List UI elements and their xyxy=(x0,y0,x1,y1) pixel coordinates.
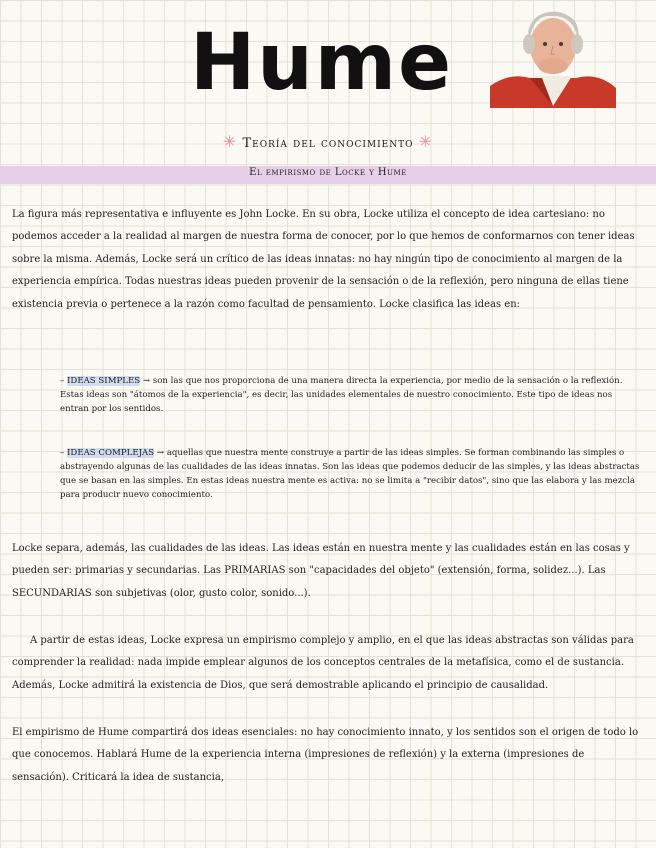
paragraph-locke-empiricism: A partir de estas ideas, Locke expresa un empirismo complejo y amplio, en el que las ideas abstractas son válidas para comprender la realidad: nada impide emplear algunos de los conceptos centrales de la metafísica, como el de sustancia. Además, Locke admitirá la existencia de Dios, que será demostrable aplicando el principio de causalidad. xyxy=(12,635,634,691)
hume-portrait-image xyxy=(490,8,616,108)
section-subtitle xyxy=(0,132,656,151)
complex-ideas-label: IDEAS COMPLEJAS xyxy=(67,448,155,458)
simple-ideas-text: son las que nos proporciona de una manera directa la experiencia, por medio de la sensación o la reflexión. Estas ideas son "átomos de la experiencia", es decir, las unidades elementales de nuestro conocimiento. Este tipo de ideas nos entran por los sentidos. xyxy=(60,376,623,414)
paragraph-locke-intro: La figura más representativa e influyente es John Locke. En su obra, Locke utiliza el concepto de idea cartesiano: no podemos acceder a la realidad al margen de nuestra forma de conocer, por lo que hemos de conformarnos con tener ideas sobre la misma. Además, Locke será un crítico de las ideas innatas: no hay ningún tipo de conocimiento al margen de la experiencia empírica. Todas nuestras ideas pueden provenir de la sensación o de la reflexión, pero ninguna de ellas tiene existencia previa o pertenece a la razón como facultad de pensamiento. Locke clasifica las ideas en: xyxy=(12,209,635,310)
list-item-simple-ideas: – IDEAS SIMPLES → son las que nos proporciona de una manera directa la experiencia, por medio de la sensación o la reflexión. Estas ideas son "átomos de la experiencia", es decir, las unidades elementales de nuestro conocimiento. Este tipo de ideas nos entran por los sentidos. xyxy=(60,376,623,414)
simple-ideas-label: IDEAS SIMPLES xyxy=(67,376,141,386)
list-item-complex-ideas: – IDEAS COMPLEJAS → aquellas que nuestra mente construye a partir de las ideas simples. Se forman combinando las simples o abstrayendo algunas de las cualidades de las ideas innatas. Son las ideas que podemos deducir de las simples, y las ideas abstractas que se basan en las simples. En estas ideas nuestra mente es activa: no se limita a "recibir datos", sino que las elabora y las mezcla para producir nuevo conocimiento. xyxy=(60,448,640,500)
paragraph-qualities: Locke separa, además, las cualidades de las ideas. Las ideas están en nuestra mente y las cualidades están en las cosas y pueden ser: primarias y secundarias. Las PRIMARIAS son "capacidades del objeto" (extensión, forma, solidez...). Las SECUNDARIAS son subjetivas (olor, gusto color, sonido...). xyxy=(12,543,630,599)
subtitle-text: Teoría del conocimiento xyxy=(242,136,414,151)
band-heading: El empirismo de Locke y Hume xyxy=(249,167,407,178)
page-title: Hume xyxy=(190,18,453,108)
sparkle-left-icon: ✳ xyxy=(222,132,238,151)
complex-ideas-text: aquellas que nuestra mente construye a partir de las ideas simples. Se forman combinando las simples o abstrayendo algunas de las cualidades de las ideas innatas. Son las ideas que podemos deducir de las simples, y las ideas abstractas que se basan en las simples. En estas ideas nuestra mente es activa: no se limita a "recibir datos", sino que las elabora y las mezcla para producir nuevo conocimiento. xyxy=(60,448,640,500)
sparkle-right-icon: ✳ xyxy=(418,132,434,151)
paragraph-hume-empiricism: El empirismo de Hume compartirá dos ideas esenciales: no hay conocimiento innato, y los sentidos son el origen de todo lo que conocemos. Hablará Hume de la experiencia interna (impresiones de reflexión) y la externa (impresiones de sensación). Criticará la idea de sustancia, xyxy=(12,727,639,783)
